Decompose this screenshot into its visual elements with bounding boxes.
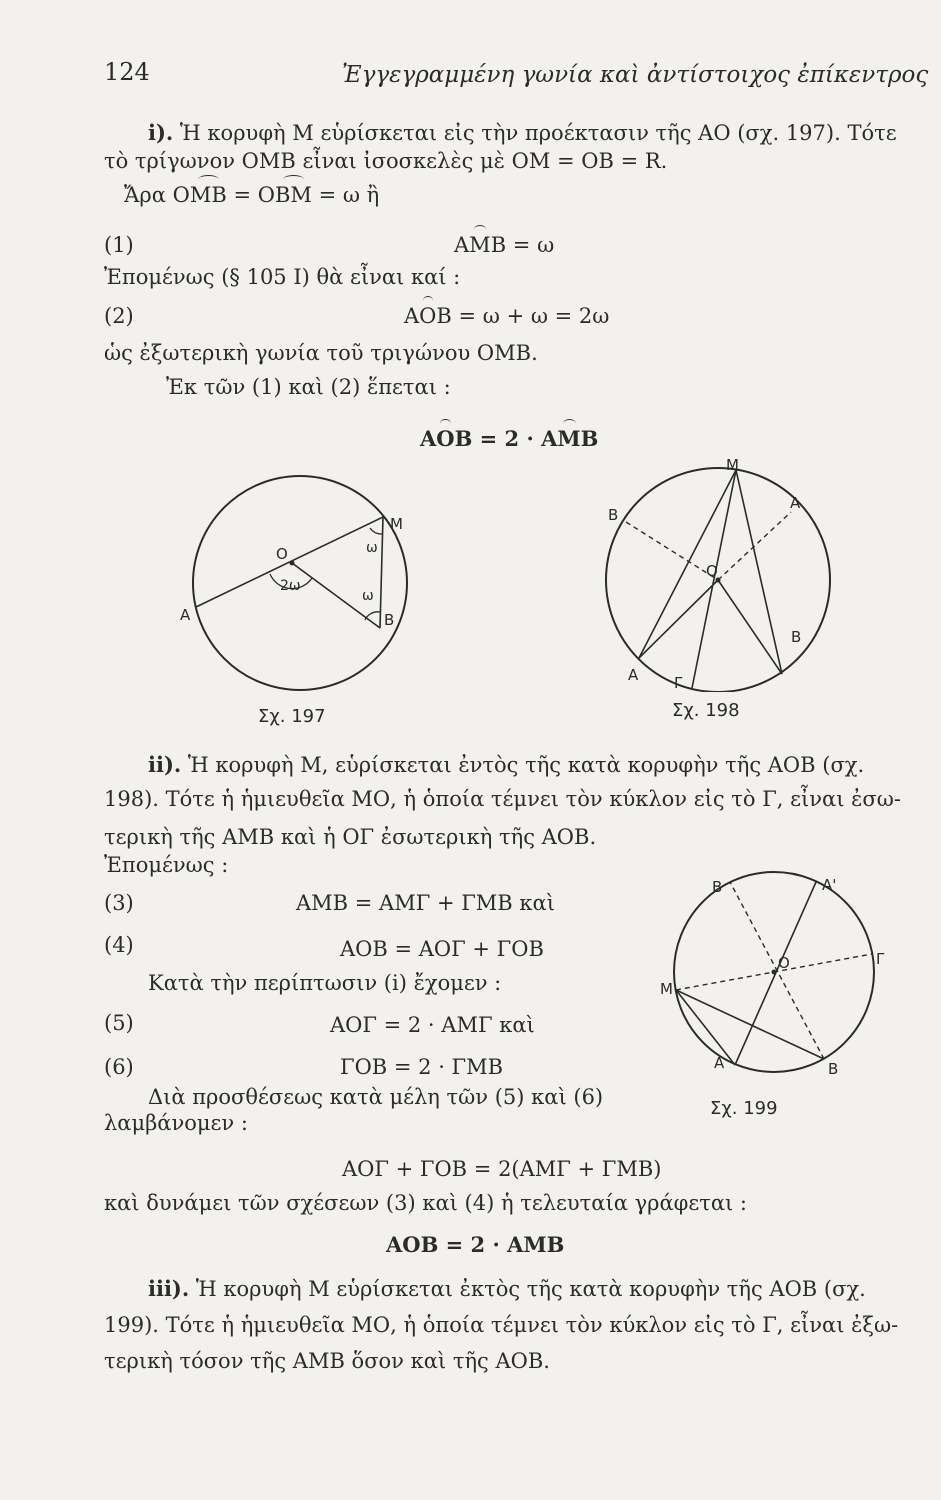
angle-vertex: Ο — [419, 304, 437, 328]
figure-197-caption: Σχ. 197 — [258, 706, 326, 727]
case-i-marker: i). — [148, 120, 174, 145]
label-b: B — [828, 1060, 839, 1078]
case-ii-line5: Κατὰ τὴν περίπτωσιν (i) ἔχομεν : — [148, 971, 502, 995]
case-iii-line3: τερικὴ τόσον τῆς ΑΜΒ ὅσον καὶ τῆς ΑΟΒ. — [104, 1349, 550, 1373]
t: = ω ἢ — [311, 183, 380, 207]
figure-197 — [170, 468, 430, 702]
arc-mark — [370, 528, 382, 534]
t: Ἄρα Ο — [124, 183, 190, 207]
angle-omb: ΜΒ — [189, 183, 227, 207]
label-m: M — [660, 980, 673, 998]
label-omega: ω — [362, 588, 374, 604]
label-o: O — [276, 545, 288, 563]
t: Β = ω + ω = 2ω — [436, 304, 610, 328]
line-bb — [730, 882, 824, 1059]
case-i-result — [420, 426, 598, 452]
label-m: M — [390, 515, 403, 533]
label-o: O — [706, 562, 718, 580]
angle-vertex: Μ — [557, 426, 581, 451]
case-ii-result: ΑΟΒ = 2 · ΑΜΒ — [386, 1232, 565, 1257]
dashed-line — [718, 512, 791, 580]
radius-ob — [718, 580, 782, 674]
case-i-text1: Ἡ κορυφὴ Μ εὑρίσκεται εἰς τὴν προέκτασιν τῆς ΑΟ (σχ. 197). Τότε — [179, 121, 897, 145]
label-omega: ω — [366, 540, 378, 556]
figure-198-caption: Σχ. 198 — [672, 700, 740, 721]
chord-ma — [639, 470, 736, 658]
chord-mb — [676, 990, 824, 1059]
label-a: A — [714, 1054, 725, 1072]
label-a-prime: A' — [822, 876, 837, 894]
label-gamma: Γ — [674, 674, 683, 692]
case-ii-line7: λαμβάνομεν : — [104, 1111, 248, 1135]
label-o: O — [778, 954, 790, 972]
case-ii-line3: τερικὴ τῆς ΑΜΒ καὶ ἡ ΟΓ ἐσωτερικὴ τῆς ΑΟΒ. — [104, 825, 597, 849]
case-i-line3 — [124, 182, 379, 208]
equation-number-3: (3) — [104, 891, 134, 915]
label-a: A — [180, 606, 191, 624]
case-ii-line4: Ἐπομένως : — [104, 853, 229, 877]
t: Β = ω — [490, 233, 555, 257]
angle-vertex: Ο — [436, 426, 455, 451]
center-point — [290, 561, 295, 566]
equation-number-2: (2) — [104, 304, 134, 328]
case-ii-marker: ii). — [148, 752, 182, 777]
angle-vertex: Μ — [469, 233, 491, 257]
t: = Ο — [226, 183, 275, 207]
case-i-line2: τὸ τρίγωνον ΟΜΒ εἶναι ἰσοσκελὲς μὲ ΟΜ = ΟΒ = R. — [104, 149, 668, 173]
case-ii-line2: 198). Τότε ἡ ἡμιευθεῖα ΜΟ, ἡ ὁποία τέμνει τὸν κύκλον εἰς τὸ Γ, εἶναι ἐσω- — [104, 787, 901, 811]
case-ii-line1 — [148, 752, 864, 778]
t: Β = 2 · Α — [454, 426, 558, 451]
case-iii-line1 — [148, 1276, 866, 1302]
equation-1 — [454, 232, 554, 258]
equation-6: ΓΟΒ = 2 · ΓΜΒ — [340, 1055, 504, 1079]
center-point — [772, 970, 777, 975]
case-ii-line6: Διὰ προσθέσεως κατὰ μέλη τῶν (5) καὶ (6) — [148, 1085, 604, 1109]
label-b: B — [608, 506, 619, 524]
sum-equation: ΑΟΓ + ΓΟΒ = 2(ΑΜΓ + ΓΜΒ) — [342, 1157, 662, 1181]
label-two-omega: 2ω — [280, 578, 301, 594]
label-b: B — [384, 611, 395, 629]
label-gamma: Γ — [876, 950, 885, 968]
figure-199 — [656, 868, 896, 1092]
t: Ἡ κορυφὴ Μ εὑρίσκεται ἐκτὸς τῆς κατὰ κορυφὴν τῆς ΑΟΒ (σχ. — [195, 1277, 866, 1301]
equation-number-6: (6) — [104, 1055, 134, 1079]
t: Ἡ κορυφὴ Μ, εὑρίσκεται ἐντὸς τῆς κατὰ κορυφὴν τῆς ΑΟΒ (σχ. — [187, 753, 865, 777]
figure-199-caption: Σχ. 199 — [710, 1098, 778, 1119]
equation-number-4: (4) — [104, 933, 134, 957]
label-a: A — [790, 494, 801, 512]
case-iii-line2: 199). Τότε ἡ ἡμιευθεῖα ΜΟ, ἡ ὁποία τέμνει τὸν κύκλον εἰς τὸ Γ, εἶναι ἐξω- — [104, 1313, 899, 1337]
case-iii-marker: iii). — [148, 1276, 190, 1301]
label-a: A — [628, 666, 639, 684]
label-b: B — [712, 878, 723, 896]
chord-mb — [736, 470, 782, 674]
equation-2 — [404, 303, 609, 329]
chord-ma — [676, 990, 735, 1065]
page-number: 124 — [104, 58, 150, 86]
equation-number-1: (1) — [104, 233, 134, 257]
case-ii-line8: καὶ δυνάμει τῶν σχέσεων (3) καὶ (4) ἡ τελευταία γράφεται : — [104, 1191, 748, 1215]
running-title: Ἐγγεγραμμένη γωνία καὶ ἀντίστοιχος ἐπίκεντρος — [342, 62, 929, 88]
t: Β — [580, 426, 599, 451]
case-i-line5: ὡς ἐξωτερικὴ γωνία τοῦ τριγώνου ΟΜΒ. — [104, 341, 538, 365]
case-i-line4: Ἐπομένως (§ 105 Ι) θὰ εἶναι καί : — [104, 265, 461, 289]
figure-198 — [586, 452, 886, 696]
equation-3: ΑΜΒ = ΑΜΓ + ΓΜΒ καὶ — [296, 891, 555, 915]
label-b: B — [791, 628, 802, 646]
t: Α — [454, 233, 470, 257]
case-i-line6: Ἐκ τῶν (1) καὶ (2) ἕπεται : — [166, 375, 451, 399]
case-i-line1 — [148, 120, 897, 146]
equation-4: ΑΟΒ = ΑΟΓ + ΓΟΒ — [340, 937, 544, 961]
t: Α — [420, 426, 437, 451]
equation-number-5: (5) — [104, 1011, 134, 1035]
angle-obm: ΒΜ — [274, 183, 312, 207]
label-m: M — [726, 456, 739, 474]
equation-5: ΑΟΓ = 2 · ΑΜΓ καὶ — [330, 1013, 535, 1037]
t: Α — [404, 304, 420, 328]
